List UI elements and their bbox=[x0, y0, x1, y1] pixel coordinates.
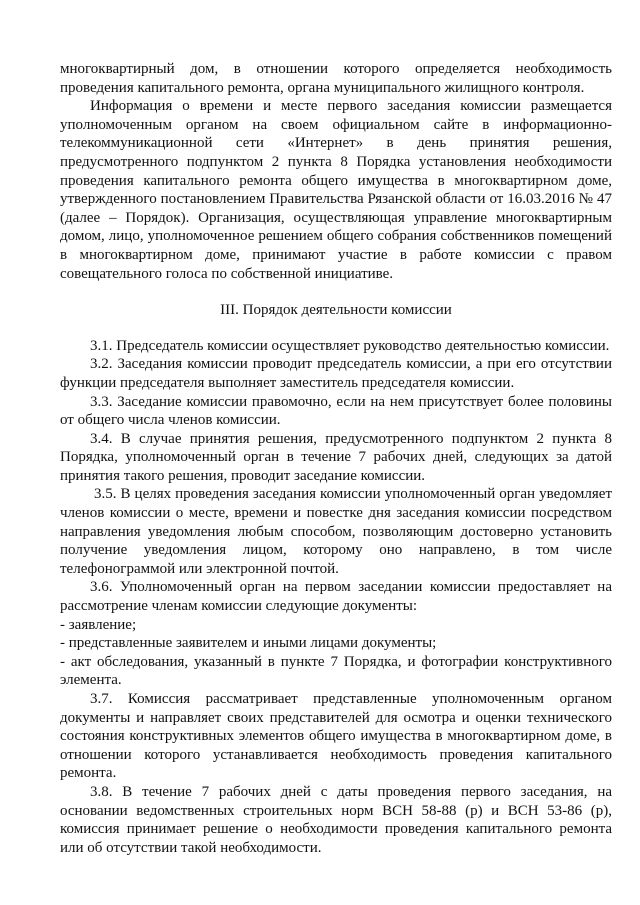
paragraph-3-5: 3.5. В целях проведения заседания комиссии уполномоченный орган уведомляет членов комиссии о месте, времени и повестке дня заседания комиссии посредством направления уведомления любым способом, позволяющим достоверно установить получение уведомления лицом, которому оно направлено, в том числе телефонограммой или электронной почтой. bbox=[60, 486, 612, 577]
list-item-application: - заявление; bbox=[60, 616, 137, 633]
list-item-inspection-act: - акт обследования, указанный в пункте 7 Порядка, и фотографии конструктивного элемента. bbox=[60, 653, 612, 689]
list-item-documents: - представленные заявителем и иными лицами документы; bbox=[60, 635, 437, 652]
paragraph-3-4: 3.4. В случае принятия решения, предусмотренного подпунктом 2 пункта 8 Порядка, уполномоченный орган в течение 7 рабочих дней, следующих за датой принятия такого решения, проводит заседание комиссии. bbox=[60, 430, 612, 484]
paragraph-3-2: 3.2. Заседания комиссии проводит председатель комиссии, а при его отсутствии функции председателя выполняет заместитель председателя комиссии. bbox=[60, 356, 612, 391]
paragraph-3-7: 3.7. Комиссия рассматривает представленные уполномоченным органом документы и направляет своих представителей для осмотра и оценки технического состояния конструктивных элементов общего имущества в многоквартирном доме, в отношении которого устанавливается необходимость проведения капитального ремонта. bbox=[60, 691, 612, 782]
paragraph-3-3: 3.3. Заседание комиссии правомочно, если на нем присутствует более половины от общего числа членов комиссии. bbox=[60, 393, 612, 429]
paragraph-3-6: 3.6. Уполномоченный орган на первом заседании комиссии предоставляет на рассмотрение членам комиссии следующие документы: bbox=[60, 579, 612, 615]
section-heading: III. Порядок деятельности комиссии bbox=[220, 302, 452, 319]
paragraph-3-1: 3.1. Председатель комиссии осуществляет руководство деятельностью комиссии. bbox=[90, 337, 610, 354]
intro-info-paragraph: Информация о времени и месте первого заседания комиссии размещается уполномоченным органом на своем официальном сайте в информационно-телекоммуникационной сети «Интернет» в день принятия решения, предусмотренного подпунктом 2 пункта 8 Порядка установления необходимости проведения капитального ремонта общего имущества в многоквартирном доме, утвержденного постановлением Правительства Рязанской области от 16.03.2016 № 47 (далее – Порядок). Организация, осуществляющая управление многоквартирным домом, лицо, уполномоченное решением общего собрания собственников помещений в многоквартирном доме, принимают участие в работе комиссии с правом совещательного голоса по собственной инициативе. bbox=[60, 98, 612, 282]
document-page bbox=[60, 60, 612, 857]
intro-continuation-paragraph: многоквартирный дом, в отношении которого определяется необходимость проведения капитального ремонта, органа муниципального жилищного контроля. bbox=[60, 61, 612, 96]
paragraph-3-8: 3.8. В течение 7 рабочих дней с даты проведения первого заседания, на основании ведомственных строительных норм ВСН 58-88 (р) и ВСН 53-86 (р), комиссия принимает решение о необходимости проведения капитального ремонта или об отсутствии такой необходимости. bbox=[60, 783, 612, 856]
